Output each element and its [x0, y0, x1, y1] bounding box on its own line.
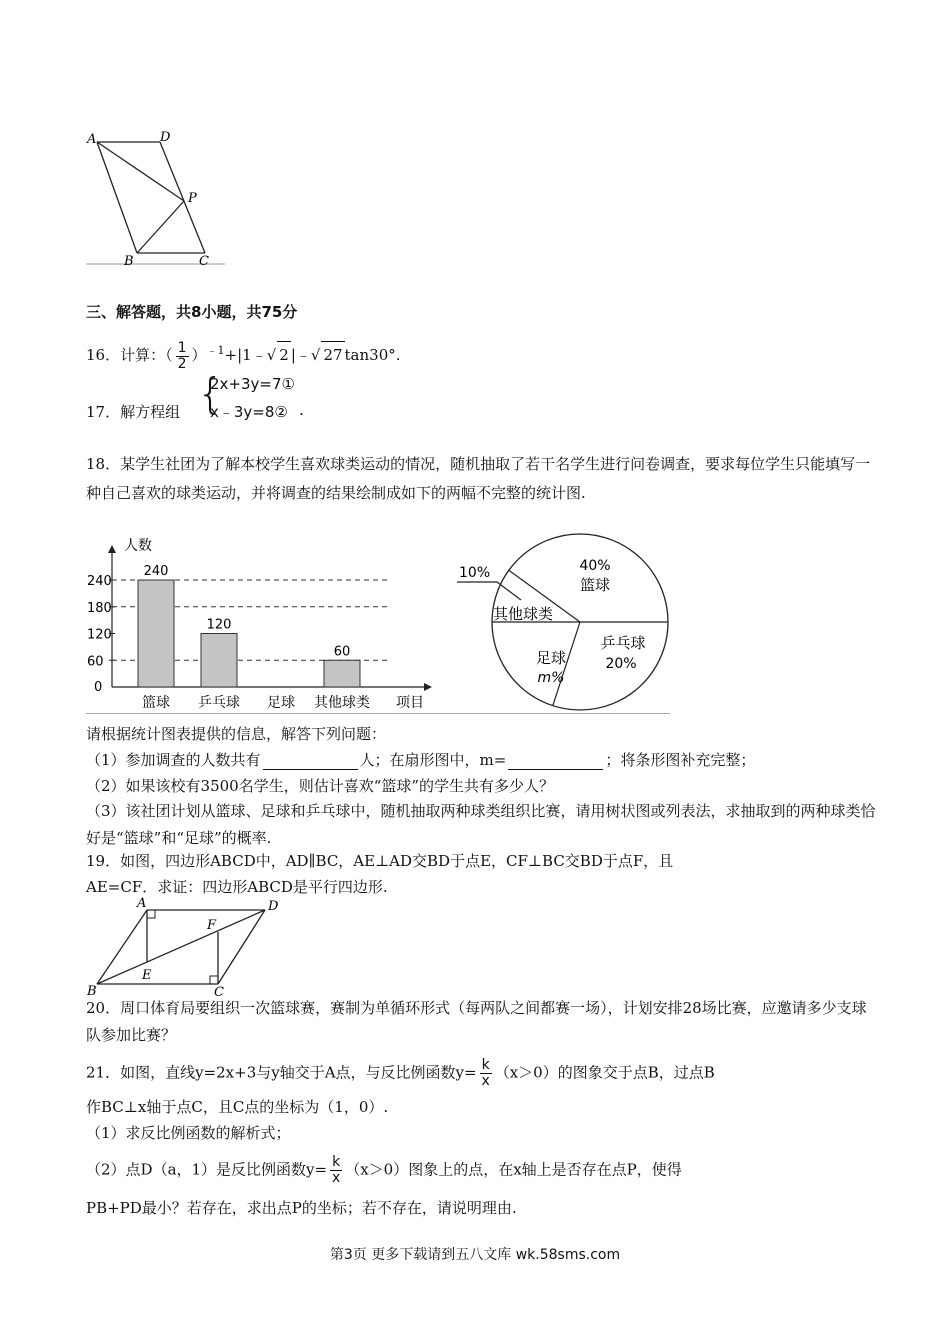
q21-frac1-num: k [481, 1057, 490, 1073]
q18-sub1-a: （1）参加调查的人数共有 [86, 751, 261, 769]
y-axis-arrow [108, 545, 116, 553]
category-label: 篮球 [142, 695, 170, 711]
q16-part2: +|1﹣ [224, 346, 267, 364]
q19-label-d: D [268, 899, 279, 914]
q16-part1: ） [191, 346, 207, 364]
x-axis-label: 项目 [396, 695, 424, 711]
slice-label-pingpong: 乒乓球 [600, 634, 646, 652]
answer-blank-m[interactable] [508, 753, 603, 770]
slice-percent-pingpong: 20% [605, 656, 637, 672]
q21-line2: 作BC⊥x轴于点C，且C点的坐标为（1，0）. [86, 1098, 389, 1116]
category-label: 乒乓球 [198, 695, 240, 711]
q19-label-a: A [137, 896, 147, 911]
q17-end: . [299, 401, 304, 419]
q16-frac-num: 1 [177, 339, 187, 356]
q21-sub2-a: （2）点D（a，1）是反比例函数y= [86, 1160, 328, 1179]
q21-sub2-c: PB+PD最小？若存在，求出点P的坐标；若不存在，请说明理由. [86, 1199, 517, 1217]
q16-prefix: 16．计算：（ [86, 346, 173, 364]
vertex-label-a: A [87, 132, 97, 147]
figure-quadrilateral-abcd [84, 893, 284, 998]
q19-label-c: C [214, 985, 224, 998]
q16-exponent: ﹣1 [206, 344, 225, 357]
q16-part3: |﹣ [290, 346, 311, 364]
q21-frac2-den: x [332, 1170, 341, 1186]
q21-fraction-1 [480, 1058, 492, 1089]
q19-label-e: E [142, 968, 152, 983]
slice-label-other: 其他球类 [493, 605, 554, 623]
bar [324, 660, 360, 687]
q17-label: 17．解方程组 [86, 403, 181, 421]
section-title: 三、解答题，共8小题，共75分 [86, 303, 298, 321]
slice-label-football: 足球 [535, 649, 567, 667]
bar-chart [84, 535, 444, 715]
bar-value-label: 240 [143, 564, 169, 579]
question-18-text: 18．某学生社团为了解本校学生喜欢球类运动的情况，随机抽取了若干名学生进行问卷调查，要求每位学生只能填写一种自己喜欢的球类运动，并将调查的结果绘制成如下的两幅不完整的统计图. [86, 455, 871, 502]
category-label: 其他球类 [314, 695, 370, 711]
y-tick-label: 120 [87, 627, 112, 643]
bar-value-label: 120 [206, 617, 232, 633]
figure-parallelogram-adpcb [80, 125, 230, 270]
q21-sub2-b: （x＞0）图象上的点，在x轴上是否存在点P，使得 [345, 1160, 682, 1179]
slice-label-basketball: 篮球 [579, 576, 611, 594]
q16-part4: tan30°. [344, 346, 401, 364]
q21-fraction-2 [330, 1155, 342, 1186]
y-tick-label: 240 [87, 574, 112, 589]
q18-sub1-c: ；将条形图补充完整； [605, 751, 756, 769]
q21-line1-b: （x＞0）的图象交于点B，过点B [494, 1063, 715, 1082]
slice-percent-other: 10% [459, 565, 491, 581]
y-tick-label: 0 [94, 680, 103, 695]
question-16: 16．计算：（ $\frac{1}{2}$ ）$^{﹣1}$+|1﹣√ 2 |﹣√ 27 tan30°. [86, 339, 401, 372]
q18-intro: 请根据统计图表提供的信息，解答下列问题： [86, 725, 387, 743]
vertex-label-d: D [160, 130, 171, 145]
y-axis-label: 人数 [124, 538, 152, 554]
vertex-label-p: P [188, 191, 197, 206]
q18-sub3: （3）该社团计划从篮球、足球和乒乓球中，随机抽取两种球类组织比赛，请用树状图或列表法，求抽取到的两种球类恰好是“篮球”和“足球”的概率. [86, 802, 876, 847]
bar-value-label: 60 [333, 644, 351, 660]
answer-blank-count[interactable] [263, 753, 358, 770]
q21-line1-a: 21．如图，直线y=2x+3与y轴交于A点，与反比例函数y= [86, 1063, 477, 1082]
pie-chart [455, 530, 680, 715]
q21-frac2-num: k [332, 1154, 341, 1170]
q17-brace: { [197, 369, 224, 418]
x-axis-arrow [424, 683, 432, 691]
q18-sub1-b: 人；在扇形图中，m= [359, 751, 507, 769]
q21-sub2 [86, 1155, 682, 1186]
bar [138, 580, 174, 687]
q19-label-f: F [207, 918, 217, 933]
q21-frac1-den: x [481, 1073, 490, 1089]
vertex-label-c: C [199, 254, 209, 269]
chart-baseline [86, 713, 670, 714]
category-label: 足球 [267, 695, 295, 711]
q21-sub1: （1）求反比例函数的解析式； [86, 1124, 291, 1142]
q21-line1 [86, 1058, 715, 1089]
q16-fraction [176, 341, 189, 372]
q19-line2: AE=CF．求证：四边形ABCD是平行四边形. [86, 878, 388, 896]
bar [201, 634, 237, 688]
q16-sqrt2: 2 [277, 341, 291, 368]
y-tick-label: 180 [87, 600, 112, 616]
slice-percent-basketball: 40% [579, 558, 611, 574]
vertex-label-b: B [124, 254, 134, 269]
slice-percent-football: m% [537, 670, 565, 686]
q17-equation-1: 2x+3y=7① [210, 375, 295, 393]
y-tick-label: 60 [87, 654, 104, 670]
q17-equation-2: x﹣3y=8② [210, 403, 288, 421]
q16-sqrt27: 27 [321, 341, 344, 368]
page-footer: 第3页 更多下载请到五八文库 wk.58sms.com [329, 1247, 621, 1263]
q16-frac-den: 2 [177, 355, 187, 372]
q19-line1: 19．如图，四边形ABCD中，AD∥BC，AE⊥AD交BD于点E，CF⊥BC交BD于点F，且 [86, 852, 674, 870]
q20-text: 20．周口体育局要组织一次篮球赛，赛制为单循环形式（每两队之间都赛一场），计划安排28场比赛，应邀请多少支球队参加比赛？ [86, 999, 867, 1044]
q18-sub2: （2）如果该校有3500名学生，则估计喜欢“篮球”的学生共有多少人？ [86, 777, 555, 795]
q18-sub1 [86, 750, 755, 770]
q19-label-b: B [87, 984, 97, 998]
